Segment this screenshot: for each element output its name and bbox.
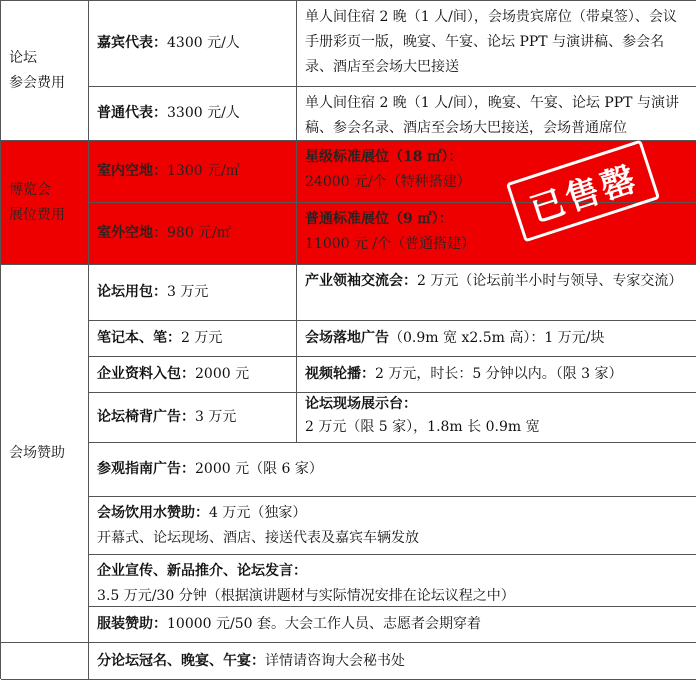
sponsor-speech — [89, 555, 696, 607]
sponsor-naming-label: 分论坛冠名、晚宴、午宴： — [97, 652, 265, 669]
sponsor-insert — [89, 357, 297, 393]
normal-desc: 单人间住宿 2 晚（1 人/间），晚宴、午宴、论坛 PPT 与演讲稿、参会名录、酒店至会场大巴接送，会场普通席位 — [297, 87, 696, 141]
star-booth-title: 星级标准展位（18 ㎡）： — [305, 149, 463, 165]
outdoor-cell — [89, 203, 297, 265]
sponsor-floor-ad-label: 会场落地广告 — [305, 330, 389, 346]
category-expo-fee: 博览会 展位费用 — [1, 141, 89, 265]
normal-price: 3300 元/人 — [167, 105, 240, 121]
sponsor-leaders — [297, 265, 696, 321]
normal-booth-price: 11000 元 /个（普通搭建） — [305, 236, 476, 252]
normal-booth-cell — [297, 203, 696, 265]
sponsor-insert-label: 企业资料入包： — [97, 366, 195, 382]
sponsor-clothing-desc: 10000 元/50 套。大会工作人员、志愿者会期穿着 — [167, 616, 481, 632]
sponsor-notebook-price: 2 万元 — [181, 330, 223, 346]
sponsor-notebook — [89, 321, 297, 357]
category-forum-fee: 论坛 参会费用 — [1, 1, 89, 141]
category-blank — [1, 643, 89, 680]
indoor-label: 室内空地： — [97, 163, 167, 179]
sponsor-bag — [89, 265, 297, 321]
sponsor-booth-label: 论坛现场展示台： — [305, 396, 417, 412]
sponsor-floor-ad — [297, 321, 696, 357]
indoor-cell — [89, 141, 297, 203]
normal-price-cell — [89, 87, 297, 141]
sponsor-water-desc: 开幕式、论坛现场、酒店、接送代表及嘉宾车辆发放 — [97, 530, 419, 546]
vip-price: 4300 元/人 — [167, 35, 240, 51]
sponsor-notebook-label: 笔记本、笔： — [97, 330, 181, 346]
normal-label: 普通代表： — [97, 105, 167, 121]
sponsor-water-price: 4 万元（独家） — [209, 505, 307, 521]
vip-price-cell — [89, 1, 297, 87]
sponsor-floor-ad-desc: （0.9m 宽 x2.5m 高）：1 万元/块 — [389, 330, 605, 346]
category-sponsorship: 会场赞助 — [1, 265, 89, 643]
indoor-price: 1300 元/㎡ — [167, 163, 240, 179]
sponsor-chair-ad-label: 论坛椅背广告： — [97, 409, 195, 425]
sponsor-guide-ad — [89, 443, 696, 497]
outdoor-label: 室外空地： — [97, 225, 167, 241]
sponsor-clothing — [89, 607, 696, 643]
sponsor-booth-desc: 2 万元（限 5 家），1.8m 长 0.9m 宽 — [305, 419, 540, 435]
sponsor-speech-desc: 3.5 万元/30 分钟（根据演讲题材与实际情况安排在论坛议程之中） — [97, 588, 515, 604]
sponsor-video-label: 视频轮播： — [305, 366, 375, 382]
sold-out-stamp: 已售罄 — [506, 140, 660, 243]
sponsor-water-label: 会场饮用水赞助： — [97, 505, 209, 521]
sponsor-leaders-desc: 2 万元（论坛前半小时与领导、专家交流） — [417, 273, 683, 289]
outdoor-price: 980 元/㎡ — [167, 225, 231, 241]
sponsor-guide-ad-price: 2000 元（限 6 家） — [195, 461, 323, 477]
sponsor-chair-ad-price: 3 万元 — [195, 409, 237, 425]
sponsor-video — [297, 357, 696, 393]
sponsor-clothing-label: 服装赞助： — [97, 616, 167, 632]
vip-label: 嘉宾代表： — [97, 35, 167, 51]
sponsor-guide-ad-label: 参观指南广告： — [97, 461, 195, 477]
sponsor-video-desc: 2 万元，时长：5 分钟以内。（限 3 家） — [375, 366, 623, 382]
sponsor-leaders-label: 产业领袖交流会： — [305, 273, 417, 289]
star-booth-price: 24000 元/个（特种搭建） — [305, 174, 471, 190]
sponsor-water — [89, 497, 696, 555]
sponsor-chair-ad — [89, 393, 297, 443]
sponsor-bag-label: 论坛用包： — [97, 284, 167, 300]
sponsor-bag-price: 3 万元 — [167, 284, 209, 300]
sponsor-booth — [297, 393, 696, 443]
sponsor-naming-desc: 详情请咨询大会秘书处 — [265, 652, 405, 669]
normal-booth-title: 普通标准展位（9 ㎡）： — [305, 211, 453, 227]
sponsor-insert-price: 2000 元 — [195, 366, 250, 382]
sponsor-naming — [89, 643, 696, 680]
sponsor-speech-label: 企业宣传、新品推介、论坛发言： — [97, 563, 307, 579]
vip-desc: 单人间住宿 2 晚（1 人/间），会场贵宾席位（带桌签）、会议手册彩页一版，晚宴、午宴、论坛 PPT 与演讲稿、参会名录、酒店至会场大巴接送 — [297, 1, 696, 87]
